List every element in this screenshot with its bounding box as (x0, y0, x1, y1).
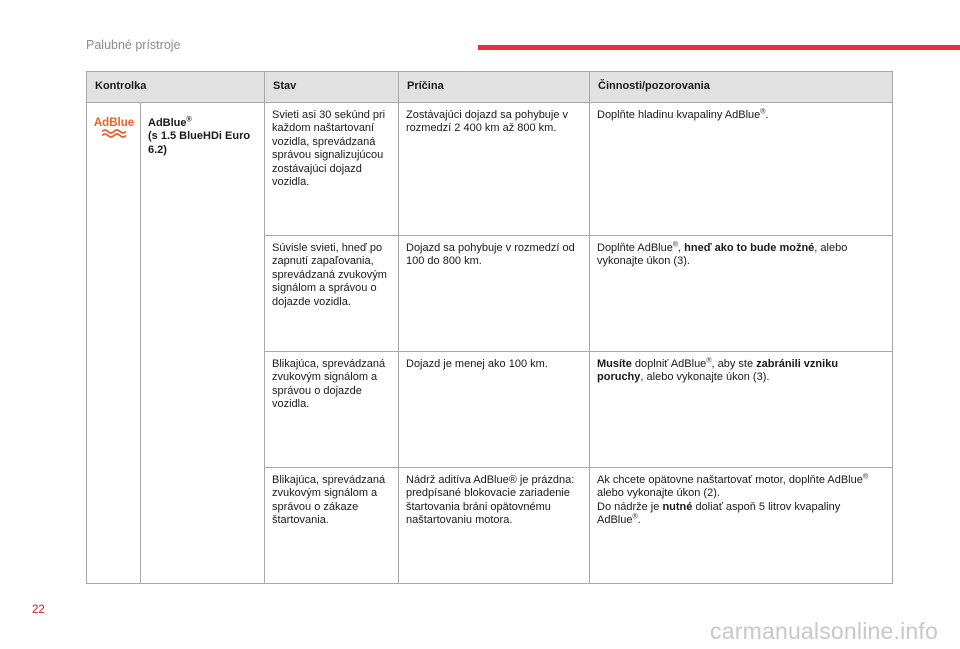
column-header-action: Činnosti/pozorovania (590, 72, 893, 103)
row3-cause: Dojazd je menej ako 100 km. (399, 352, 590, 468)
row1-state: Svieti asi 30 sekúnd pri každom naštartovaní vozidla, sprevádzaná správou signalizujúcou zostávajúci dojazd vozidla. (265, 103, 399, 236)
light-icon-cell (87, 103, 141, 584)
section-header: Palubné prístroje (86, 38, 181, 52)
warning-lights-table (86, 71, 893, 584)
watermark: carmanualsonline.info (710, 618, 938, 644)
column-header-state: Stav (265, 72, 399, 103)
header-accent-bar (478, 45, 960, 50)
page-number: 22 (32, 604, 45, 616)
row1-action: Doplňte hladinu kvapaliny AdBlue®. (590, 103, 893, 236)
row3-action: Musíte doplniť AdBlue®, aby ste zabránili vzniku poruchy, alebo vykonajte úkon (3). (590, 352, 893, 468)
row4-action: Ak chcete opätovne naštartovať motor, doplňte AdBlue® alebo vykonajte úkon (2). Do nádrže je nutné doliať aspoň 5 litrov kvapaliny AdBlue®. (590, 468, 893, 584)
row2-cause: Dojazd sa pohybuje v rozmedzí od 100 do 800 km. (399, 236, 590, 352)
row2-action: Doplňte AdBlue®, hneď ako to bude možné, alebo vykonajte úkon (3). (590, 236, 893, 352)
row1-cause: Zostávajúci dojazd sa pohybuje v rozmedzí 2 400 km až 800 km. (399, 103, 590, 236)
adblue-icon-label: AdBlue (94, 117, 134, 129)
light-name-cell (141, 103, 265, 584)
table-header-row (87, 72, 893, 103)
row3-state: Blikajúca, sprevádzaná zvukovým signálom a správou o dojazde vozidla. (265, 352, 399, 468)
light-name: AdBlue® (s 1.5 BlueHDi Euro 6.2) (148, 116, 251, 156)
column-header-light: Kontrolka (87, 72, 265, 103)
column-header-cause: Príčina (399, 72, 590, 103)
table-row (87, 103, 893, 236)
row4-cause: Nádrž aditíva AdBlue® je prázdna: predpísané blokovacie zariadenie štartovania bráni opätovnému naštartovaniu motora. (399, 468, 590, 584)
light-qualifier: (s 1.5 BlueHDi Euro 6.2) (148, 130, 251, 156)
row4-state: Blikajúca, sprevádzaná zvukovým signálom a správou o zákaze štartovania. (265, 468, 399, 584)
adblue-icon (94, 113, 134, 139)
row2-state: Súvisle svieti, hneď po zapnutí zapaľovania, sprevádzaná zvukovým signálom a správou o dojazde vozidla. (265, 236, 399, 352)
